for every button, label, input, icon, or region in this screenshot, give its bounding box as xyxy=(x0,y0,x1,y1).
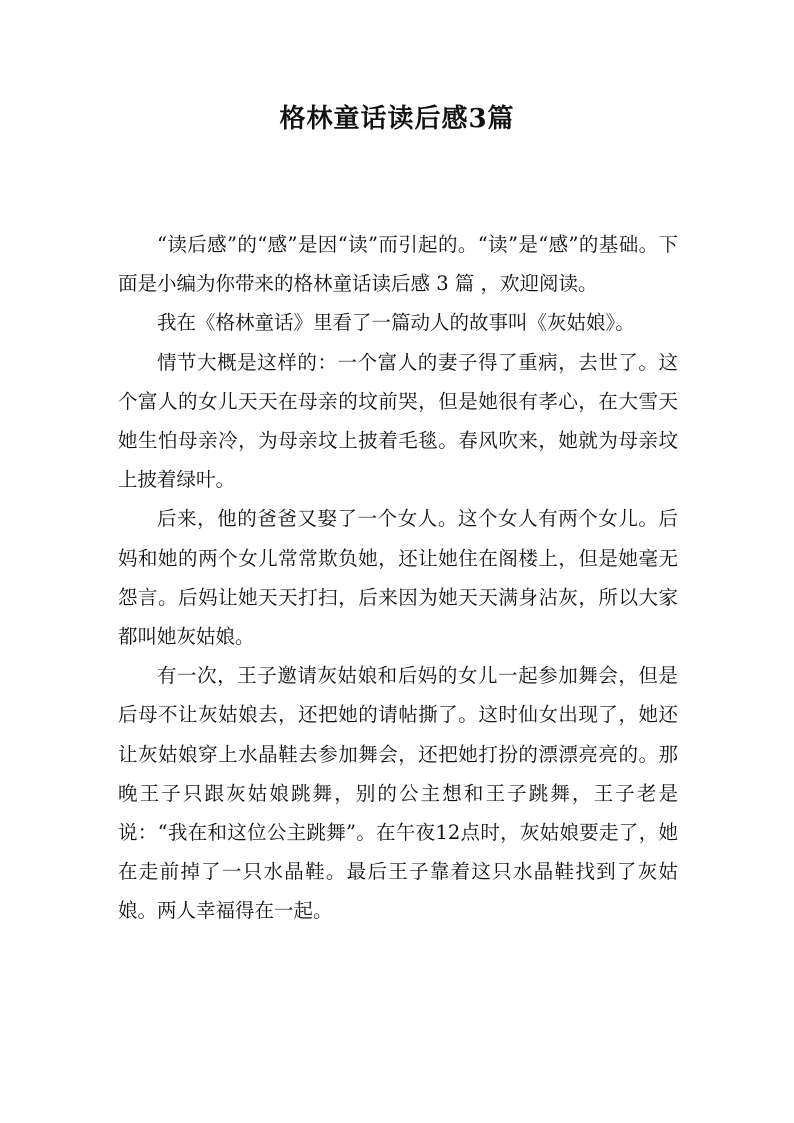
paragraph-intro: “读后感”的“感”是因“读”而引起的。“读”是“感”的基础。下面是小编为你带来的格林童话读后感 3 篇 ，欢迎阅读。 xyxy=(118,233,678,296)
paragraph-story-intro: 我在《格林童话》里看了一篇动人的故事叫《灰姑娘》。 xyxy=(157,311,635,335)
document-body xyxy=(118,225,678,931)
paragraph-plot-beginning: 情节大概是这样的：一个富人的妻子得了重病，去世了。这个富人的女儿天天在母亲的坟前哭，但是她很有孝心，在大雪天她生怕母亲冷，为母亲坟上披着毛毯。春风吹来，她就为母亲坟上披着绿叶。 xyxy=(118,350,678,492)
paragraph-ball: 有一次，王子邀请灰姑娘和后妈的女儿一起参加舞会，但是后母不让灰姑娘去，还把她的请帖撕了。这时仙女出现了，她还让灰姑娘穿上水晶鞋去参加舞会，还把她打扮的漂漂亮亮的。那晚王子只跟灰姑娘跳舞，别的公主想和王子跳舞，王子老是说：“我在和这位公主跳舞”。在午夜12点时，灰姑娘要走了，她在走前掉了一只水晶鞋。最后王子靠着这只水晶鞋找到了灰姑娘。两人幸福得在一起。 xyxy=(118,664,678,923)
document-title: 格林童话读后感3篇 xyxy=(279,104,515,134)
paragraph-stepmother: 后来，他的爸爸又娶了一个女人。这个女人有两个女儿。后妈和她的两个女儿常常欺负她，还让她住在阁楼上，但是她毫无怨言。后妈让她天天打扫，后来因为她天天满身沾灰，所以大家都叫她灰姑娘。 xyxy=(118,507,678,649)
